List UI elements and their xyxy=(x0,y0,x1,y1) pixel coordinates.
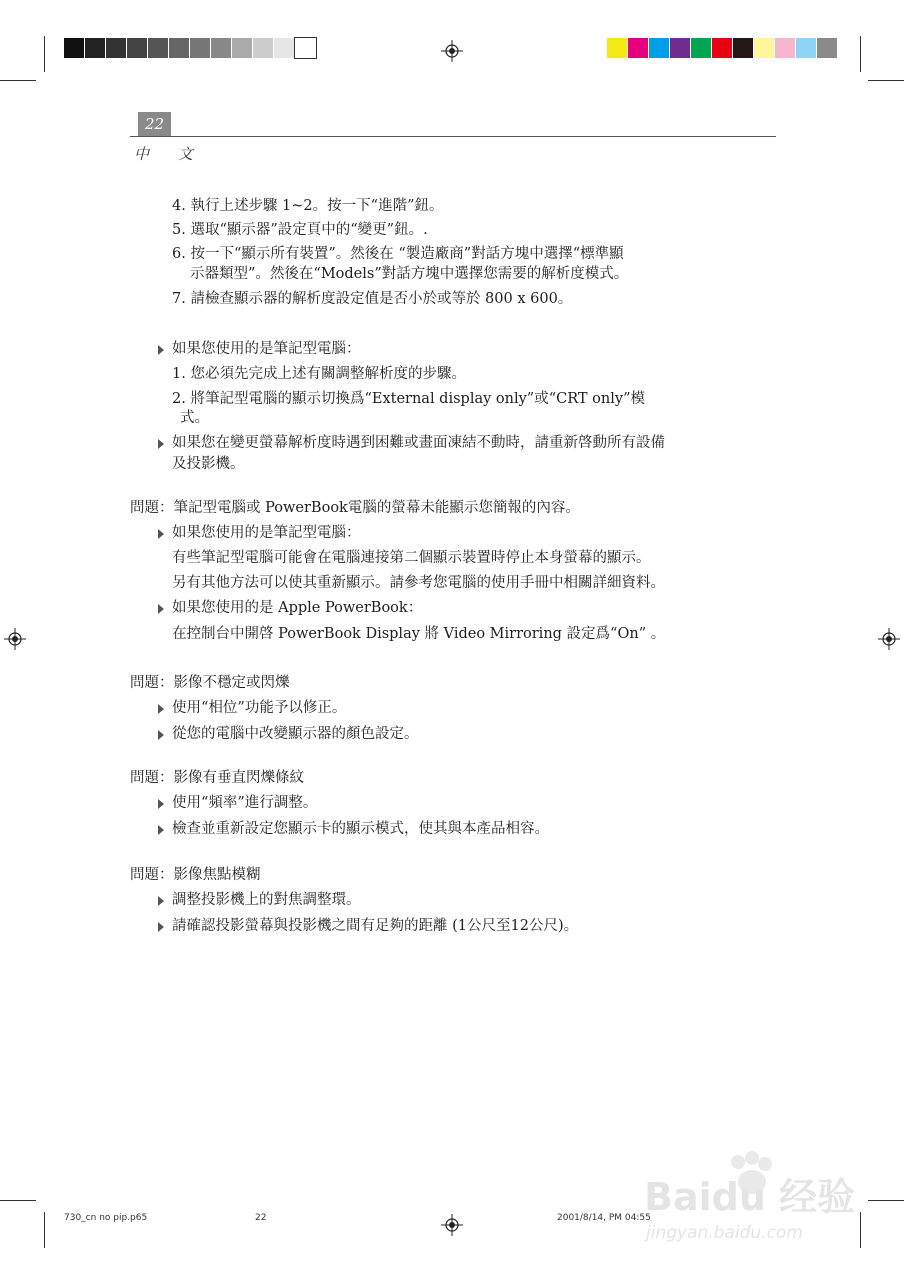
crop-mark xyxy=(44,36,45,72)
bullet-text: 調整投影機上的對焦調整環。 xyxy=(172,892,361,908)
color-swatch xyxy=(232,38,253,58)
registration-mark-icon xyxy=(4,628,26,650)
color-swatch xyxy=(190,38,211,58)
color-swatch xyxy=(64,38,85,58)
body-text: 另有其他方法可以使其重新顯示。請參考您電腦的使用手冊中相關詳細資料。 xyxy=(172,575,665,591)
crop-mark xyxy=(0,80,36,81)
step-line: 5. 選取“顯示器”設定頁中的“變更”鈕。. xyxy=(172,222,428,238)
bullet-text: 如果您使用的是筆記型電腦： xyxy=(172,341,361,357)
step-line: 7. 請檢查顯示器的解析度設定值是否小於或等於 800 x 600。 xyxy=(172,291,573,307)
svg-text:Baidu 经验: Baidu 经验 xyxy=(644,1175,856,1219)
baidu-watermark-logo xyxy=(640,1148,880,1248)
color-swatch xyxy=(670,38,691,58)
footer-filename: 730_cn no pip.p65 xyxy=(64,1213,148,1223)
bullet-arrow-icon xyxy=(158,704,164,714)
bullet-text: 及投影機。 xyxy=(172,456,245,472)
bullet-text: 使用“頻率”進行調整。 xyxy=(172,795,318,811)
question-title: 問題：影像焦點模糊 xyxy=(130,867,261,883)
color-swatch xyxy=(628,38,649,58)
color-swatch xyxy=(649,38,670,58)
footer-page: 22 xyxy=(255,1213,267,1223)
step-line: 1. 您必須先完成上述有關調整解析度的步驟。 xyxy=(172,366,466,382)
color-swatch xyxy=(817,38,838,58)
color-swatch xyxy=(733,38,754,58)
crop-mark xyxy=(0,1200,36,1201)
footer-timestamp: 2001/8/14, PM 04:55 xyxy=(557,1213,651,1223)
bullet-text: 如果您在變更螢幕解析度時遇到困難或畫面凍結不動時，請重新啓動所有設備 xyxy=(172,435,665,451)
bullet-arrow-icon xyxy=(158,922,164,932)
step-line: 6. 按一下“顯示所有裝置”。然後在 “製造廠商”對話方塊中選擇“標準顯 xyxy=(172,246,624,262)
color-swatch xyxy=(691,38,712,58)
color-swatch xyxy=(607,38,628,58)
color-swatch xyxy=(295,38,316,58)
registration-mark-icon xyxy=(441,40,463,62)
bullet-arrow-icon xyxy=(158,896,164,906)
bullet-arrow-icon xyxy=(158,604,164,614)
crop-mark xyxy=(44,1212,45,1248)
color-swatch xyxy=(754,38,775,58)
bullet-text: 檢查並重新設定您顯示卡的顯示模式，使其與本產品相容。 xyxy=(172,821,549,837)
bullet-text: 請確認投影螢幕與投影機之間有足夠的距離 (1公尺至12公尺)。 xyxy=(172,918,579,934)
bullet-arrow-icon xyxy=(158,529,164,539)
color-swatch xyxy=(775,38,796,58)
color-swatch xyxy=(274,38,295,58)
bullet-arrow-icon xyxy=(158,799,164,809)
bullet-text: 如果您使用的是 Apple PowerBook： xyxy=(172,600,423,616)
bullet-text: 使用“相位”功能予以修正。 xyxy=(172,700,347,716)
page-number-box: 22 xyxy=(138,112,171,136)
color-swatch xyxy=(106,38,127,58)
step-line: 2. 將筆記型電腦的顯示切換爲“External display only”或“CRT only”模 xyxy=(172,391,645,407)
body-text: 在控制台中開啓 PowerBook Display 將 Video Mirroring 設定爲“On” 。 xyxy=(172,626,666,642)
color-swatch xyxy=(85,38,106,58)
crop-mark xyxy=(860,36,861,72)
question-title: 問題：筆記型電腦或 PowerBook電腦的螢幕未能顯示您簡報的內容。 xyxy=(130,500,580,516)
registration-mark-icon xyxy=(441,1214,463,1236)
question-title: 問題：影像不穩定或閃爍 xyxy=(130,675,290,691)
bullet-arrow-icon xyxy=(158,439,164,449)
color-bar xyxy=(607,38,838,58)
bullet-text: 從您的電腦中改變顯示器的顏色設定。 xyxy=(172,726,419,742)
crop-mark xyxy=(868,80,904,81)
bullet-arrow-icon xyxy=(158,730,164,740)
color-swatch xyxy=(169,38,190,58)
bullet-arrow-icon xyxy=(158,345,164,355)
body-text: 有些筆記型電腦可能會在電腦連接第二個顯示裝置時停止本身螢幕的顯示。 xyxy=(172,550,651,566)
color-swatch xyxy=(127,38,148,58)
registration-mark-icon xyxy=(878,628,900,650)
question-title: 問題：影像有垂直閃爍條紋 xyxy=(130,770,304,786)
bullet-arrow-icon xyxy=(158,825,164,835)
svg-text:jingyan.baidu.com: jingyan.baidu.com xyxy=(646,1223,803,1243)
step-line: 4. 執行上述步驟 1~2。按一下“進階”鈕。 xyxy=(172,198,444,214)
step-line: 式。 xyxy=(180,410,209,426)
bullet-text: 如果您使用的是筆記型電腦： xyxy=(172,525,361,541)
step-line: 示器類型”。然後在“Models”對話方塊中選擇您需要的解析度模式。 xyxy=(190,266,629,282)
color-swatch xyxy=(253,38,274,58)
color-swatch xyxy=(712,38,733,58)
color-swatch xyxy=(211,38,232,58)
color-swatch xyxy=(796,38,817,58)
language-label: 中 文 xyxy=(134,145,205,163)
header-rule xyxy=(130,136,776,137)
color-swatch xyxy=(148,38,169,58)
grayscale-bar xyxy=(64,38,316,58)
